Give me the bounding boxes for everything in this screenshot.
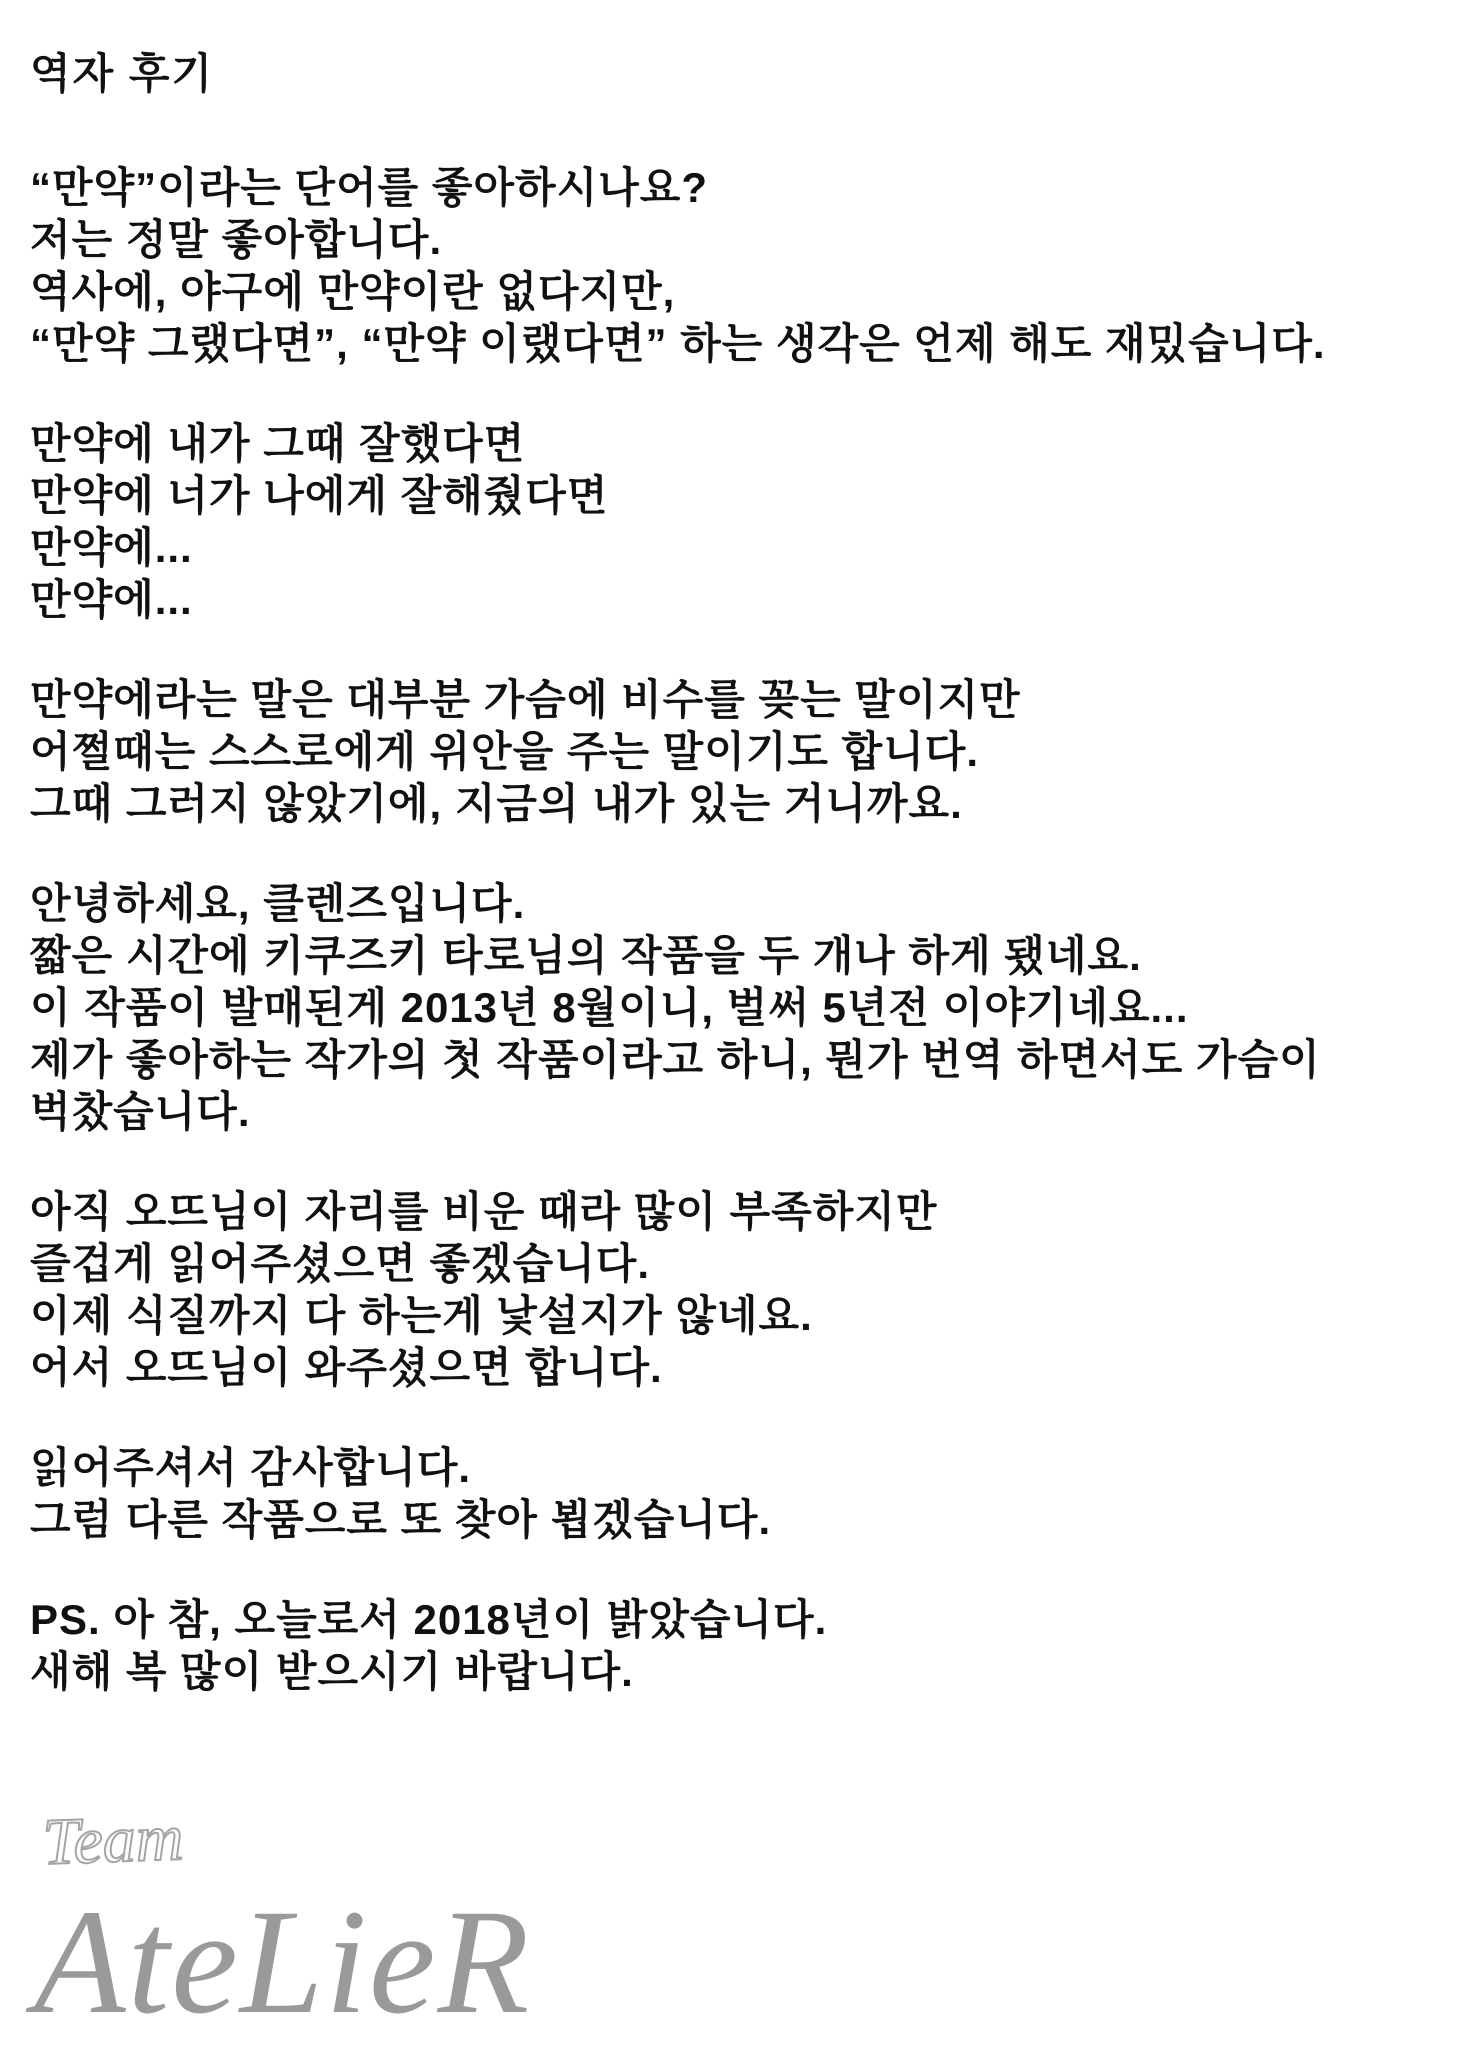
text-line: 읽어주셔서 감사합니다. [30,1444,472,1491]
text-line: 저는 정말 좋아합니다. [30,216,443,263]
paragraph-postscript [30,1594,1450,1698]
text-line: 만약에 너가 나에게 잘해줬다면 [30,472,609,519]
text-line: 어서 오뜨님이 와주셨으면 합니다. [30,1344,663,1391]
text-line: 어쩔때는 스스로에게 위안을 주는 말이기도 합니다. [30,728,980,775]
logo-atelier-text: AteLieR [34,1879,532,2045]
text-line: 즐겁게 읽어주셨으면 좋겠습니다. [30,1240,651,1287]
text-line: 그때 그러지 않았기에, 지금의 내가 있는 거니까요. [30,780,963,827]
text-line: 짧은 시간에 키쿠즈키 타로님의 작품을 두 개나 하게 됐네요. [30,932,1142,979]
paragraph-apology [30,1186,1450,1394]
paragraph-greeting [30,878,1450,1138]
text-line: 이 작품이 발매된게 2013년 8월이니, 벌써 5년전 이야기네요... [30,984,1189,1031]
text-line: 만약에... [30,576,193,623]
text-line: PS. 아 참, 오늘로서 2018년이 밝았습니다. [30,1596,828,1643]
text-line: 제가 좋아하는 작가의 첫 작품이라고 하니, 뭔가 번역 하면서도 가슴이 [30,1036,1321,1083]
team-atelier-logo [30,1801,730,2045]
text-line: 안녕하세요, 클렌즈입니다. [30,880,526,927]
text-line: “만약 그랬다면”, “만약 이랬다면” 하는 생각은 언제 해도 재밌습니다. [30,320,1326,367]
text-line: 만약에 내가 그때 잘했다면 [30,420,526,467]
paragraph-thanks [30,1442,1450,1546]
paragraph-reflection [30,674,1450,830]
text-line: 역사에, 야구에 만약이란 없다지만, [30,268,676,315]
text-line: 그럼 다른 작품으로 또 찾아 뵙겠습니다. [30,1496,772,1543]
logo-team-text: Team [41,1801,185,1879]
text-line: 만약에... [30,524,193,571]
text-line: 만약에라는 말은 대부분 가슴에 비수를 꽂는 말이지만 [30,676,1021,723]
text-line: 새해 복 많이 받으시기 바랍니다. [30,1648,634,1695]
text-line: 이제 식질까지 다 하는게 낯설지가 않네요. [30,1292,813,1339]
page-title: 역자 후기 [30,50,214,97]
text-line: 벅찼습니다. [30,1088,251,1135]
paragraph-what-if [30,418,1450,626]
text-line: “만약”이라는 단어를 좋아하시나요? [30,164,709,211]
text-line: 아직 오뜨님이 자리를 비운 때라 많이 부족하지만 [30,1188,938,1235]
paragraph-intro-question [30,162,1450,370]
